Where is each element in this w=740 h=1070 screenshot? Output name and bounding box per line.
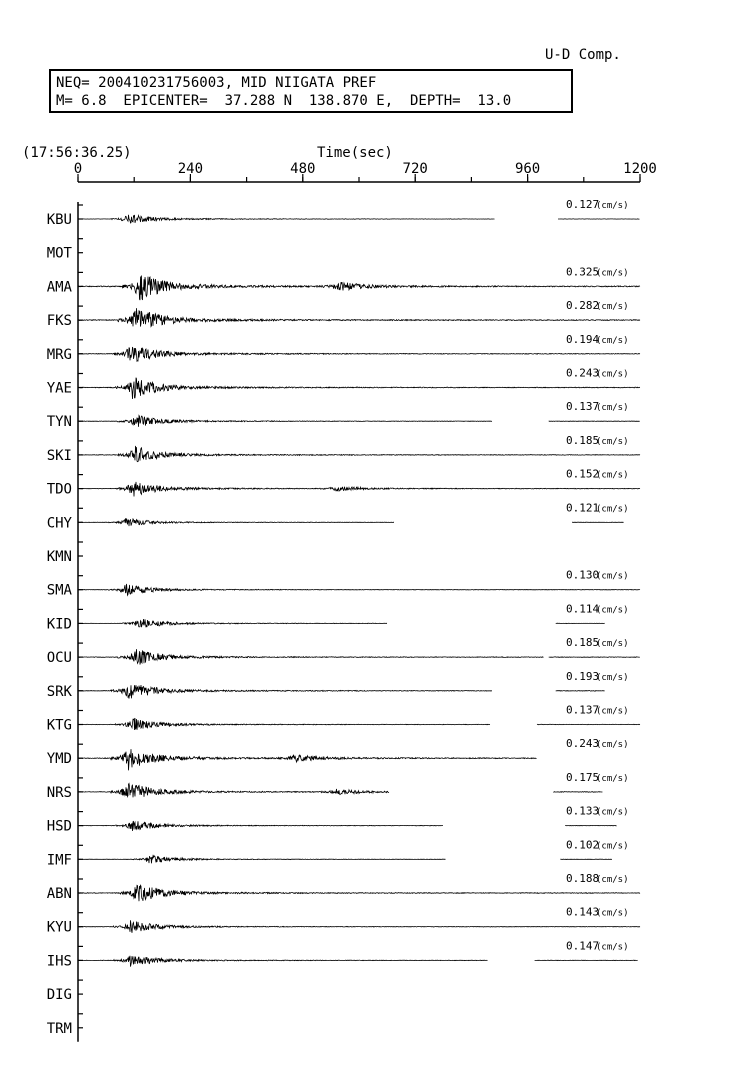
peak-unit: (cm/s) bbox=[596, 436, 629, 447]
waveform-trace-mrg bbox=[78, 347, 640, 361]
peak-unit: (cm/s) bbox=[596, 740, 629, 751]
waveform-trace-tyn bbox=[78, 416, 492, 427]
peak-value-sma: 0.130 bbox=[566, 568, 600, 582]
waveform-trace-kyu bbox=[78, 920, 640, 933]
peak-unit: (cm/s) bbox=[596, 369, 629, 380]
component-label: U-D Comp. bbox=[545, 47, 621, 63]
peak-unit: (cm/s) bbox=[596, 706, 629, 717]
peak-value-imf: 0.102 bbox=[566, 838, 600, 852]
event-id-line: NEQ= 200410231756003, MID NIIGATA PREF bbox=[56, 75, 377, 91]
peak-unit: (cm/s) bbox=[596, 875, 629, 885]
peak-unit: (cm/s) bbox=[596, 268, 629, 279]
x-tick-label: 480 bbox=[290, 161, 316, 177]
peak-value-ski: 0.185 bbox=[566, 433, 600, 447]
peak-unit: (cm/s) bbox=[596, 403, 629, 414]
waveform-trace-yae bbox=[78, 378, 640, 399]
x-tick-label: 720 bbox=[402, 161, 428, 177]
waveform-trace-ama bbox=[78, 276, 640, 301]
station-label-kbu: KBU bbox=[46, 212, 72, 228]
x-axis-label: Time(sec) bbox=[317, 145, 393, 161]
waveform-trace-ymd bbox=[78, 749, 537, 770]
peak-value-nrs: 0.175 bbox=[566, 770, 600, 784]
station-label-chy: CHY bbox=[46, 515, 72, 532]
peak-unit: (cm/s) bbox=[596, 639, 629, 650]
peak-value-abn: 0.188 bbox=[566, 872, 600, 885]
peak-unit: (cm/s) bbox=[596, 470, 629, 481]
waveform-trace-hsd bbox=[78, 821, 443, 831]
waveform-trace-sma bbox=[78, 584, 640, 595]
peak-value-chy: 0.121 bbox=[566, 501, 600, 515]
peak-value-ymd: 0.243 bbox=[566, 737, 600, 751]
station-label-imf: IMF bbox=[46, 852, 72, 869]
peak-value-kbu: 0.127 bbox=[566, 198, 600, 211]
peak-unit: (cm/s) bbox=[596, 571, 629, 582]
peak-unit: (cm/s) bbox=[596, 302, 629, 313]
station-label-ihs: IHS bbox=[46, 953, 72, 970]
peak-value-ocu: 0.185 bbox=[566, 636, 600, 650]
peak-value-kyu: 0.143 bbox=[566, 905, 600, 919]
station-label-fks: FKS bbox=[46, 313, 72, 330]
waveform-trace-ocu bbox=[549, 657, 640, 658]
waveform-trace-kbu bbox=[78, 215, 495, 223]
station-label-ktg: KTG bbox=[46, 717, 72, 734]
waveform-trace-ocu bbox=[78, 649, 544, 665]
peak-unit: (cm/s) bbox=[596, 942, 629, 953]
station-label-ama: AMA bbox=[46, 279, 72, 296]
station-label-trm: TRM bbox=[46, 1020, 72, 1037]
station-label-abn: ABN bbox=[46, 886, 72, 902]
peak-unit: (cm/s) bbox=[596, 605, 629, 616]
station-label-srk: SRK bbox=[46, 683, 72, 700]
peak-unit: (cm/s) bbox=[596, 908, 629, 919]
station-label-tyn: TYN bbox=[46, 414, 72, 431]
station-label-tdo: TDO bbox=[46, 481, 72, 498]
peak-value-hsd: 0.133 bbox=[566, 804, 600, 818]
peak-unit: (cm/s) bbox=[596, 773, 629, 784]
peak-value-fks: 0.282 bbox=[566, 299, 600, 313]
peak-unit: (cm/s) bbox=[596, 335, 629, 346]
station-label-kyu: KYU bbox=[46, 919, 72, 936]
peak-value-srk: 0.193 bbox=[566, 669, 600, 683]
x-tick-label: 240 bbox=[177, 161, 204, 177]
station-label-mot: MOT bbox=[46, 245, 72, 262]
waveform-trace-abn bbox=[78, 885, 640, 901]
x-tick-label: 0 bbox=[73, 161, 83, 177]
station-label-nrs: NRS bbox=[46, 784, 72, 801]
peak-value-mrg: 0.194 bbox=[566, 332, 600, 346]
waveform-trace-ihs bbox=[78, 956, 488, 967]
station-label-dig: DIG bbox=[46, 987, 72, 1004]
peak-value-kid: 0.114 bbox=[566, 602, 600, 616]
waveform-trace-ski bbox=[78, 446, 640, 462]
waveform-trace-srk bbox=[78, 685, 492, 699]
event-params-line: M= 6.8 EPICENTER= 37.288 N 138.870 E, DEPTH= 13.0 bbox=[56, 93, 512, 109]
station-label-kid: KID bbox=[46, 616, 72, 633]
peak-value-ama: 0.325 bbox=[566, 265, 600, 279]
x-tick-label: 1200 bbox=[623, 161, 657, 177]
waveform-trace-ktg bbox=[78, 718, 490, 730]
peak-unit: (cm/s) bbox=[596, 201, 629, 211]
x-tick-label: 960 bbox=[514, 161, 541, 177]
waveform-trace-srk bbox=[556, 691, 605, 692]
peak-unit: (cm/s) bbox=[596, 807, 629, 818]
start-time-label: (17:56:36.25) bbox=[22, 145, 132, 161]
peak-value-yae: 0.243 bbox=[566, 366, 600, 380]
waveform-trace-nrs bbox=[553, 792, 602, 793]
peak-value-tyn: 0.137 bbox=[566, 400, 600, 414]
peak-value-ihs: 0.147 bbox=[566, 939, 600, 953]
peak-value-tdo: 0.152 bbox=[566, 467, 600, 481]
waveform-trace-imf bbox=[78, 856, 446, 864]
peak-unit: (cm/s) bbox=[596, 672, 629, 683]
waveform-trace-tdo bbox=[78, 482, 640, 497]
peak-unit: (cm/s) bbox=[596, 841, 629, 852]
peak-value-ktg: 0.137 bbox=[566, 703, 600, 717]
station-label-ymd: YMD bbox=[46, 751, 72, 768]
waveform-trace-fks bbox=[78, 308, 640, 327]
station-label-kmn: KMN bbox=[46, 549, 72, 565]
station-label-mrg: MRG bbox=[46, 346, 72, 363]
station-label-hsd: HSD bbox=[46, 818, 72, 835]
waveform-trace-nrs bbox=[78, 784, 389, 798]
waveform-trace-kid bbox=[78, 619, 387, 627]
station-label-ski: SKI bbox=[46, 447, 72, 464]
station-label-sma: SMA bbox=[46, 582, 72, 599]
station-label-ocu: OCU bbox=[46, 650, 72, 667]
waveform-trace-chy bbox=[78, 518, 394, 526]
station-label-yae: YAE bbox=[46, 380, 72, 397]
peak-unit: (cm/s) bbox=[596, 504, 629, 515]
